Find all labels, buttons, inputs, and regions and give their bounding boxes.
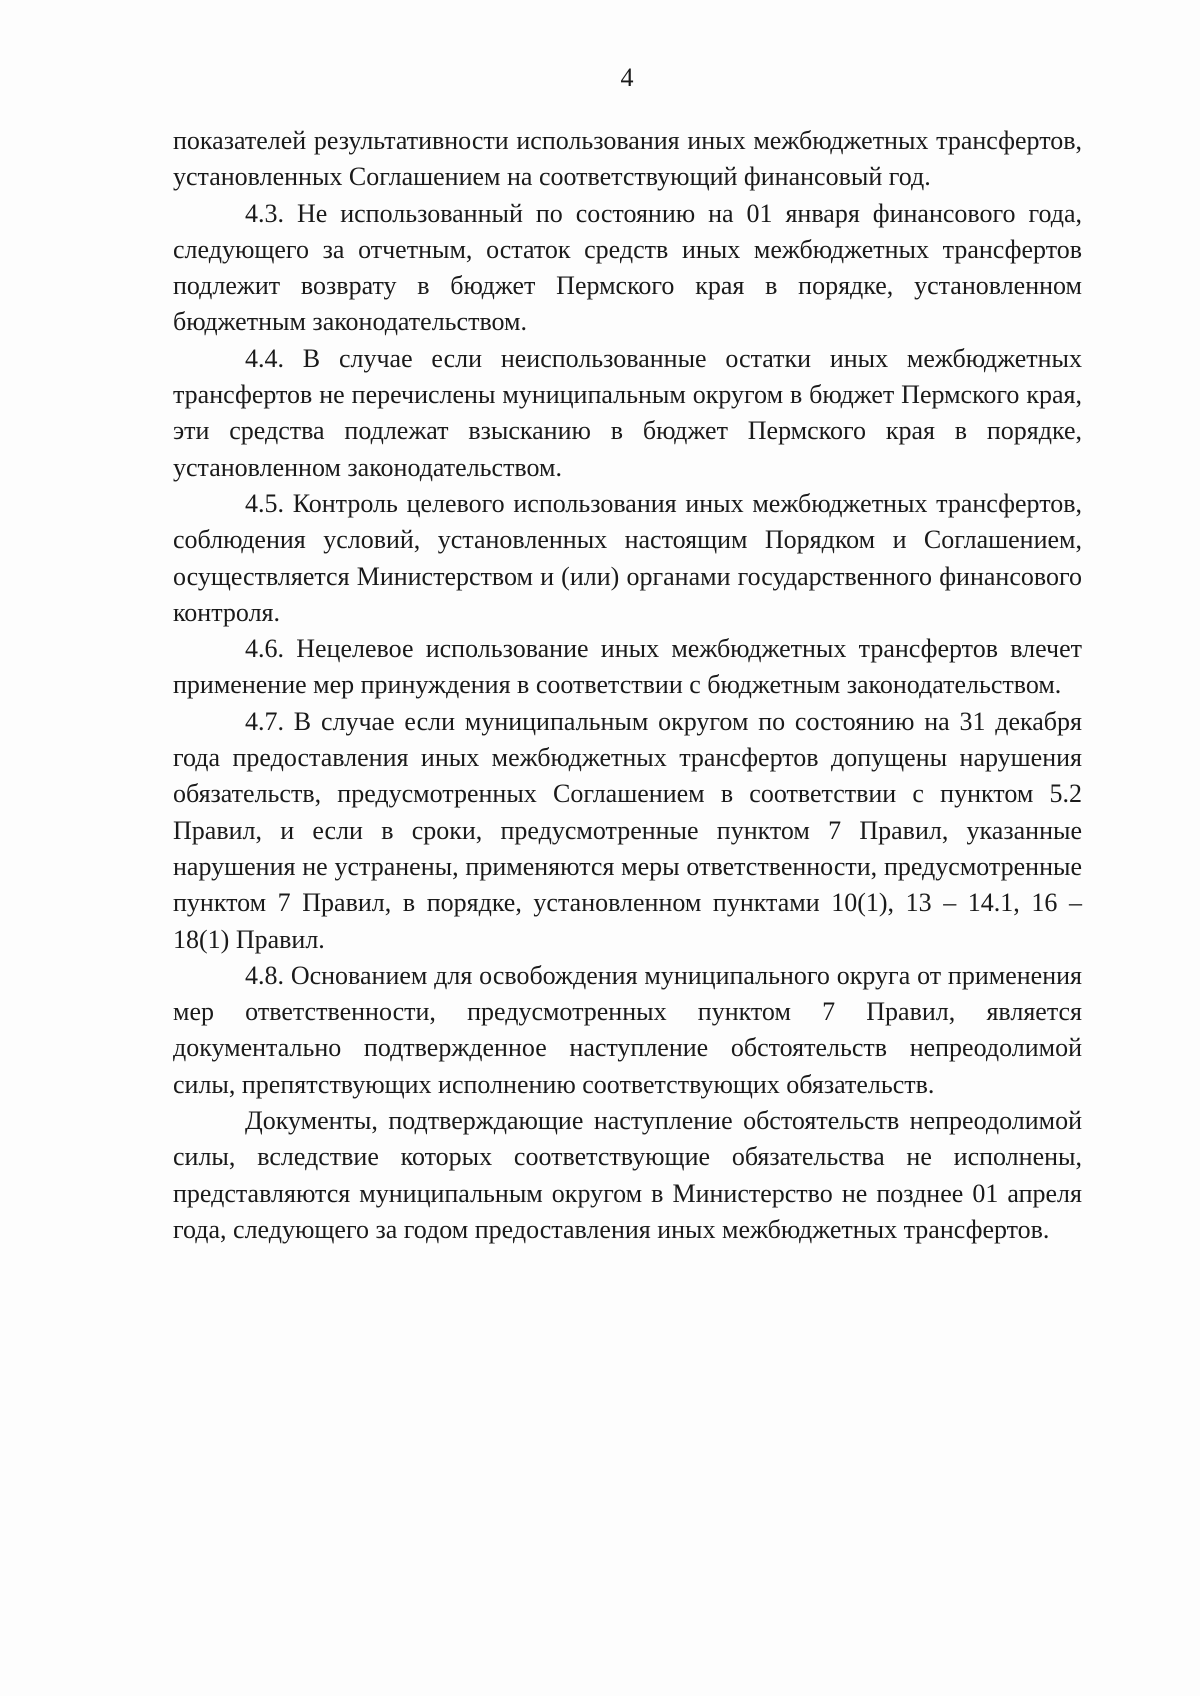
paragraph-4-8: 4.8. Основанием для освобождения муниципального округа от применения мер ответственности, предусмотренных пунктом 7 Правил, является документально подтвержденное наступление обстоятельств непреодолимой силы, препятствующих исполнению соответствующих обязательств. [173,960,1082,1099]
document-body [173,123,1082,1248]
paragraph-continuation: показателей результативности использования иных межбюджетных трансфертов, установленных Соглашением на соответствующий финансовый год. [173,126,1082,192]
paragraph-4-4: 4.4. В случае если неиспользованные остатки иных межбюджетных трансфертов не перечислены муниципальным округом в бюджет Пермского края, эти средства подлежат взысканию в бюджет Пермского края в порядке, установленном законодательством. [173,343,1082,482]
paragraph-documents: Документы, подтверждающие наступление обстоятельств непреодолимой силы, вследствие которых соответствующие обязательства не исполнены, представляются муниципальным округом в Министерство не позднее 01 апреля года, следующего за годом предоставления иных межбюджетных трансфертов. [173,1106,1082,1244]
paragraph-4-6: 4.6. Нецелевое использование иных межбюджетных трансфертов влечет применение мер принуждения в соответствии с бюджетным законодательством. [173,634,1082,700]
paragraph-4-5: 4.5. Контроль целевого использования иных межбюджетных трансфертов, соблюдения условий, установленных настоящим Порядком и Соглашением, осуществляется Министерством и (или) органами государственного финансового контроля. [173,488,1082,627]
paragraph-4-7: 4.7. В случае если муниципальным округом по состоянию на 31 декабря года предоставления иных межбюджетных трансфертов допущены нарушения обязательств, предусмотренных Соглашением в соответствии с пунктом 5.2 Правил, и если в сроки, предусмотренные пунктом 7 Правил, указанные нарушения не устранены, применяются меры ответственности, предусмотренные пунктом 7 Правил, в порядке, установленном пунктами 10(1), 13 – 14.1, 16 – 18(1) Правил. [173,706,1082,954]
paragraph-4-3: 4.3. Не использованный по состоянию на 01 января финансового года, следующего за отчетным, остаток средств иных межбюджетных трансфертов подлежит возврату в бюджет Пермского края в порядке, установленном бюджетным законодательством. [173,198,1082,337]
page-number: 4 [620,63,634,92]
